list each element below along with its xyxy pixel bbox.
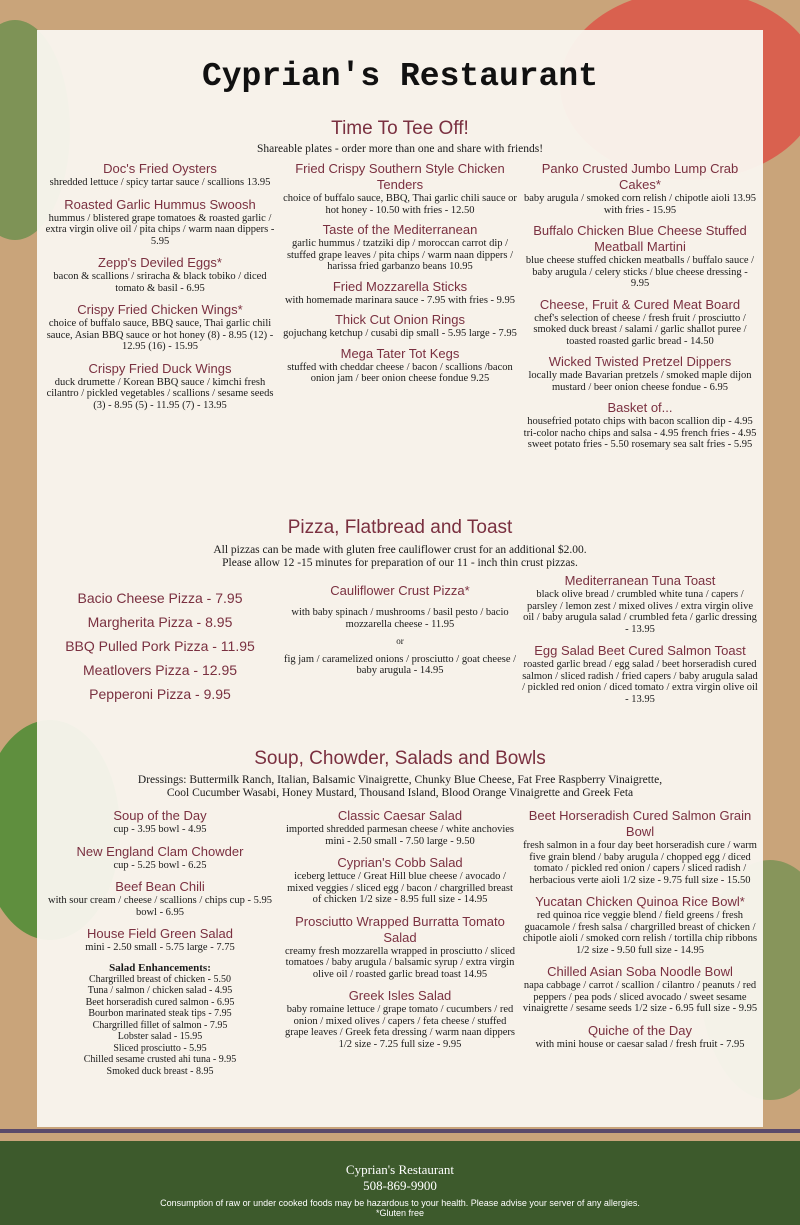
menu-item — [522, 297, 758, 348]
salad-enhancement-item: Chilled sesame crusted ahi tuna - 9.95 — [83, 1054, 237, 1065]
item-description: shredded lettuce / spicy tartar sauce / scallions 13.95 — [49, 177, 271, 188]
menu-item — [42, 161, 278, 189]
salad-enhancement-item: Smoked duck breast - 8.95 — [106, 1065, 214, 1077]
appetizers-column-2 — [282, 161, 518, 391]
salad-enhancements-title: Salad Enhancements: — [109, 961, 211, 974]
item-description: choice of buffalo sauce, BBQ, Thai garlic chili sauce or hot honey - 10.50 with fries - 12.50 — [283, 193, 517, 216]
item-name: Fried Crispy Southern Style Chicken Tenders — [295, 161, 505, 192]
item-description: mini - 2.50 small - 5.75 large - 7.75 — [85, 942, 235, 953]
salad-enhancement-item: Chargrilled breast of chicken - 5.50 — [89, 973, 231, 985]
toast-column — [522, 573, 758, 713]
item-name: Cheese, Fruit & Cured Meat Board — [539, 296, 741, 312]
footer-restaurant-name: Cyprian's Restaurant — [345, 1162, 455, 1177]
pizza-item: BBQ Pulled Pork Pizza - 11.95 — [65, 638, 255, 654]
item-name: Cauliflower Crust Pizza* — [330, 583, 470, 598]
item-description: housefried potato chips with bacon scallion dip - 4.95 tri-color nacho chips and salsa - 4.95 french fries - 4.95 sweet potato fries - 5.50 rosemary sea salt fries - 5.95 — [523, 416, 757, 450]
item-description: iceberg lettuce / Great Hill blue cheese / avocado / mixed veggies / sliced egg / bacon / chargrilled breast of chicken 1/2 size - 8.95 full size - 14.95 — [287, 871, 513, 905]
salad-enhancement-item: Sliced prosciutto - 5.95 — [113, 1042, 207, 1054]
section-title-soups: Soup, Chowder, Salads and Bowls — [254, 748, 546, 769]
item-description: cup - 5.25 bowl - 6.25 — [113, 859, 207, 871]
menu-item — [282, 988, 518, 1050]
item-description: with homemade marinara sauce - 7.95 with fries - 9.95 — [284, 294, 516, 306]
item-description: fig jam / caramelized onions / prosciutto / goat cheese / baby arugula - 14.95 — [283, 653, 517, 676]
item-description: with baby spinach / mushrooms / basil pesto / bacio mozzarella cheese - 11.95 — [291, 607, 509, 630]
item-name: Mediterranean Tuna Toast — [564, 573, 716, 588]
item-name: Quiche of the Day — [587, 1022, 693, 1038]
item-name: Buffalo Chicken Blue Cheese Stuffed Meatball Martini — [533, 223, 747, 254]
menu-item — [282, 279, 518, 307]
item-name: Panko Crusted Jumbo Lump Crab Cakes* — [541, 161, 739, 192]
footer — [0, 1141, 800, 1225]
item-name: Egg Salad Beet Cured Salmon Toast — [534, 643, 746, 658]
item-description: with sour cream / cheese / scallions / chips cup - 5.95 bowl - 6.95 — [48, 895, 272, 918]
menu-item — [522, 400, 758, 451]
appetizers-column-3 — [522, 161, 758, 458]
item-description: with mini house or caesar salad / fresh fruit - 7.95 — [535, 1038, 745, 1050]
item-name: Fried Mozzarella Sticks — [332, 278, 468, 294]
item-description: fresh salmon in a four day beet horseradish cure / warm five grain blend / baby arugula / chopped egg / diced tomato / pickled red onion / capers / sliced radish / herbacious verte aioli 1/2 size - 9.75 full size - 15.50 — [523, 840, 757, 886]
appetizers-column-1 — [42, 161, 278, 419]
menu-item — [42, 808, 278, 836]
menu-item — [522, 808, 758, 886]
item-description: baby arugula / smoked corn relish / chipotle aioli 13.95 with fries - 15.95 — [523, 193, 757, 216]
menu-item — [282, 855, 518, 906]
item-description: choice of buffalo sauce, BBQ sauce, Thai garlic chili sauce, Asian BBQ sauce or hot honey (8) - 8.95 (12) - 12.95 (16) - 15.95 — [46, 318, 274, 352]
page-title: Cyprian's Restaurant — [201, 58, 599, 95]
item-description: garlic hummus / tzatziki dip / moroccan carrot dip / stuffed grape leaves / pita chips / warm naan dippers / harissa fried garbanzo beans 10.95 — [286, 238, 514, 272]
item-name: Classic Caesar Salad — [337, 808, 463, 823]
item-description: red quinoa rice veggie blend / field greens / fresh guacamole / fresh salsa / chargrilled breast of chicken / chipotle aioli / smoked corn relish / tortilla chip ribbons 1/2 size - 9.50 full size - 14.95 — [522, 910, 758, 956]
section-title-appetizers: Time To Tee Off! — [331, 118, 469, 139]
menu-item — [42, 926, 278, 954]
section-title-pizza: Pizza, Flatbread and Toast — [287, 517, 513, 538]
purple-stripe — [0, 1129, 800, 1133]
item-description: baby romaine lettuce / grape tomato / cucumbers / red onion / mixed olives / capers / feta cheese / stuffed grape leaves / Greek feta dressing / warm naan dippers 1/2 size - 7.25 full size - 9.95 — [284, 1004, 516, 1050]
menu-item — [282, 914, 518, 981]
menu-item — [42, 255, 278, 294]
item-name: Beet Horseradish Cured Salmon Grain Bowl — [528, 808, 752, 839]
item-name: Greek Isles Salad — [348, 988, 452, 1003]
section-subtitle-pizza-2: Please allow 12 -15 minutes for preparation of our 11 - inch thin crust pizzas. — [222, 557, 578, 569]
pizza-list — [42, 590, 278, 710]
item-description: gojuchang ketchup / cusabi dip small - 5.95 large - 7.95 — [283, 328, 517, 339]
footer-allergy-warning: Consumption of raw or under cooked foods may be hazardous to your health. Please advise your server of any allergies. — [160, 1198, 640, 1208]
footer-phone: 508-869-9900 — [363, 1178, 437, 1193]
soups-column-1 — [42, 808, 278, 1077]
menu-item — [522, 964, 758, 1015]
or-separator: or — [396, 636, 404, 646]
item-name: New England Clam Chowder — [76, 843, 244, 859]
item-name: Roasted Garlic Hummus Swoosh — [64, 196, 256, 212]
item-name: Chilled Asian Soba Noodle Bowl — [547, 964, 733, 979]
item-name: Beef Bean Chili — [115, 879, 205, 894]
menu-item — [282, 161, 518, 216]
item-name: Basket of... — [607, 400, 673, 415]
item-description: napa cabbage / carrot / scallion / cilantro / peanuts / red peppers / pea pods / sliced avocado / sweet sesame vinaigrette / sesame seeds 1/2 size - 6.95 full size - 9.95 — [522, 980, 758, 1014]
section-subtitle-dressings-2: Cool Cucumber Wasabi, Honey Mustard, Thousand Island, Blood Orange Vinaigrette and Greek Feta — [166, 787, 634, 799]
item-description: hummus / blistered grape tomatoes & roasted garlic / extra virgin olive oil / pita chips / warm naan dippers - 5.95 — [45, 212, 275, 247]
item-description: cup - 3.95 bowl - 4.95 — [113, 824, 207, 835]
pizza-item: Margherita Pizza - 8.95 — [87, 614, 233, 630]
menu-item — [282, 222, 518, 273]
menu-item — [522, 573, 758, 635]
bowls-column-3 — [522, 808, 758, 1058]
item-name: Cyprian's Cobb Salad — [337, 855, 463, 870]
pizza-item: Bacio Cheese Pizza - 7.95 — [77, 590, 243, 606]
item-description: blue cheese stuffed chicken meatballs / buffalo sauce / baby arugula / celery sticks / blue cheese dressing - 9.95 — [525, 255, 755, 289]
item-description: creamy fresh mozzarella wrapped in prosciutto / sliced tomatoes / baby arugula / balsamic syrup / extra virgin olive oil / roasted garlic bread toast 14.95 — [284, 945, 516, 980]
salad-enhancement-item: Tuna / salmon / chicken salad - 4.95 — [87, 985, 233, 996]
salad-enhancement-item: Chargrilled fillet of salmon - 7.95 — [92, 1019, 228, 1031]
item-description: stuffed with cheddar cheese / bacon / scallions /bacon onion jam / beer onion cheese fondue 9.25 — [287, 361, 513, 384]
item-description: roasted garlic bread / egg salad / beet horseradish cured salmon / sliced radish / fried capers / baby arugula salad / pickled red onion / diced tomato / extra virgin olive oil - 13.95 — [522, 659, 758, 705]
item-name: Yucatan Chicken Quinoa Rice Bowl* — [535, 894, 745, 909]
menu-item — [42, 302, 278, 353]
menu-item — [282, 312, 518, 340]
item-name: Zepp's Deviled Eggs* — [98, 255, 222, 270]
item-name: Mega Tater Tot Kegs — [340, 345, 460, 361]
item-name: Crispy Fried Duck Wings — [88, 360, 232, 376]
menu-item — [42, 197, 278, 248]
item-name: Doc's Fried Oysters — [103, 161, 217, 176]
menu-item — [42, 361, 278, 412]
item-description: imported shredded parmesan cheese / white anchovies mini - 2.50 small - 7.50 large - 9.50 — [285, 824, 514, 847]
salad-enhancement-item: Beet horseradish cured salmon - 6.95 — [85, 996, 235, 1008]
menu-card — [37, 30, 763, 1127]
item-name: Prosciutto Wrapped Burratta Tomato Salad — [295, 913, 505, 945]
salad-enhancement-item: Bourbon marinated steak tips - 7.95 — [88, 1008, 232, 1019]
section-subtitle-dressings-1: Dressings: Buttermilk Ranch, Italian, Balsamic Vinaigrette, Chunky Blue Cheese, Fat Free Raspberry Vinaigrette, — [137, 774, 663, 786]
item-description: locally made Bavarian pretzels / smoked maple dijon mustard / beer onion cheese fondue - 6.95 — [528, 370, 752, 393]
menu-item — [522, 643, 758, 705]
item-name: Thick Cut Onion Rings — [334, 312, 466, 327]
menu-item — [42, 879, 278, 918]
menu-item — [522, 1023, 758, 1051]
item-description: duck drumette / Korean BBQ sauce / kimchi fresh cilantro / pickled vegetables / scallions / sesame seeds (3) - 8.95 (5) - 11.95 (7) - 13.95 — [46, 376, 274, 411]
menu-item — [522, 161, 758, 216]
section-subtitle-pizza-1: All pizzas can be made with gluten free cauliflower crust for an additional $2.00. — [213, 544, 587, 556]
menu-item — [282, 346, 518, 385]
menu-item — [522, 894, 758, 956]
item-name: Wicked Twisted Pretzel Dippers — [548, 354, 732, 369]
menu-item — [522, 354, 758, 393]
menu-item — [42, 844, 278, 872]
item-name: Taste of the Mediterranean — [322, 222, 478, 237]
salad-enhancement-item: Lobster salad - 15.95 — [117, 1031, 203, 1042]
pizza-item: Meatlovers Pizza - 12.95 — [82, 662, 238, 678]
item-description: bacon & scallions / sriracha & black tobiko / diced tomato & basil - 6.95 — [53, 271, 267, 294]
item-name: Crispy Fried Chicken Wings* — [77, 302, 243, 317]
menu-item — [522, 223, 758, 290]
item-name: Soup of the Day — [113, 808, 207, 823]
pizza-item: Pepperoni Pizza - 9.95 — [89, 686, 231, 702]
cauliflower-pizza-item — [282, 583, 518, 677]
salads-column-2 — [282, 808, 518, 1058]
menu-item — [282, 808, 518, 847]
item-name: House Field Green Salad — [87, 926, 233, 941]
item-description: black olive bread / crumbled white tuna / capers / parsley / lemon zest / mixed olives / extra virgin olive oil / baby arugula salad / crumbled feta / garlic dressing - 13.95 — [523, 589, 757, 635]
item-description: chef's selection of cheese / fresh fruit / prosciutto / smoked duck breast / salami / garlic shallot puree / toasted roasted garlic bread - 14.50 — [533, 312, 747, 347]
footer-gluten-note: *Gluten free — [375, 1208, 425, 1218]
section-subtitle-appetizers: Shareable plates - order more than one and share with friends! — [256, 143, 544, 155]
